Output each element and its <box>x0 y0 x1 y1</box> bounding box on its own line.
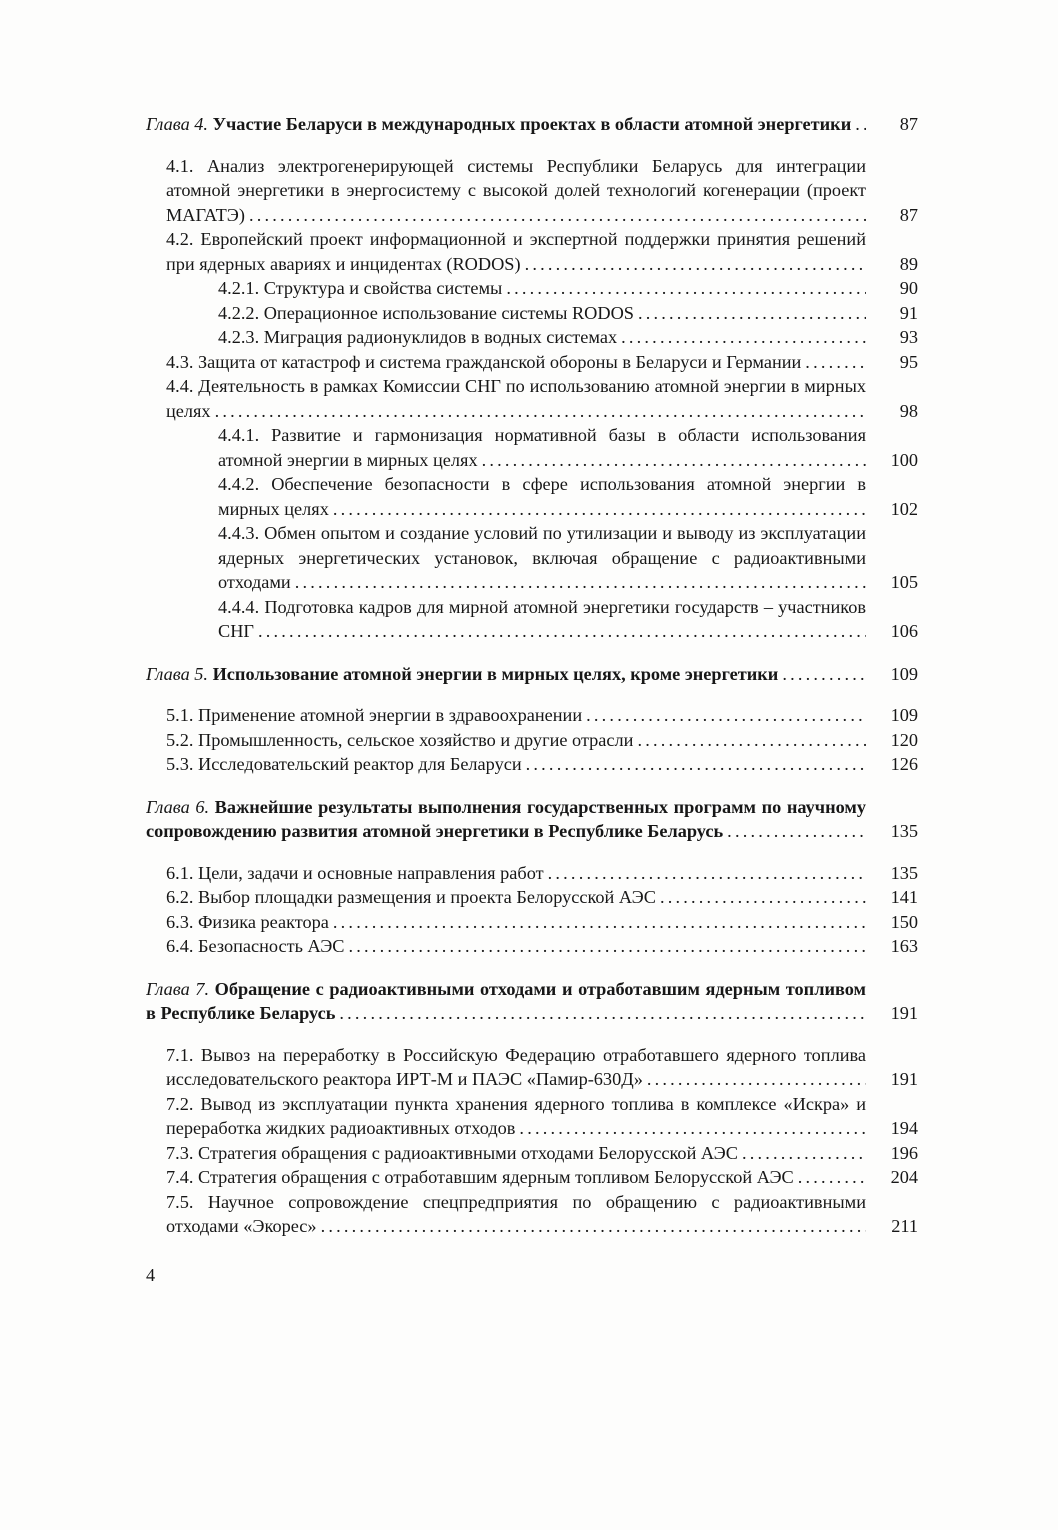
chapter-section <box>146 112 918 644</box>
toc-entry <box>146 595 918 644</box>
chapter-section <box>146 795 918 959</box>
toc-entry-page-number: 87 <box>899 204 918 225</box>
toc-entry <box>146 374 918 423</box>
toc-entry-text: 7.4. Стратегия обращения с отработавшим ядерным топливом Белорусской АЭС ..... <box>166 1165 866 1190</box>
toc-entry-text: 4.4. Деятельность в рамках Комиссии СНГ по использованию атомной энергии в мирных целях ..... <box>166 374 866 423</box>
toc-entry-text: 4.1. Анализ электрогенерирующей системы Республики Беларусь для интеграции атомной энергетики в энергосистему с высокой долей технологий когенерации (проект МАГАТЭ) ..... <box>166 154 866 228</box>
toc-entry-text: 7.3. Стратегия обращения с радиоактивными отходами Белорусской АЭС ..... <box>166 1141 866 1166</box>
chapter-page-number: 191 <box>890 1003 918 1023</box>
toc-entry <box>146 910 918 935</box>
toc-entry-text: 7.5. Научное сопровождение спецпредприятия по обращению с радиоактивными отходами «Экорес» ..... <box>166 1190 866 1239</box>
toc-entry <box>146 885 918 910</box>
chapter-label: Глава 6. <box>146 796 210 817</box>
chapter-label: Глава 4. <box>146 114 208 134</box>
toc-entry-page-number: 191 <box>890 1069 918 1089</box>
chapter-heading <box>146 795 918 844</box>
toc-entry-text: 4.2.2. Операционное использование системы RODOS ..... <box>218 301 866 326</box>
toc-entry <box>146 1141 918 1166</box>
chapter-heading-text <box>146 977 866 1026</box>
toc-entry-text: 4.4.4. Подготовка кадров для мирной атомной энергетики государств – участников СНГ ..... <box>218 595 866 644</box>
toc-entry-page-number: 141 <box>890 887 918 907</box>
chapter-heading-text <box>146 112 866 137</box>
toc-entry <box>146 350 918 375</box>
toc-entry <box>146 521 918 595</box>
chapter-title: Обращение с радиоактивными отходами и отработавшим ядерным топливом в Республике Беларусь <box>146 978 866 1023</box>
toc-entry <box>146 472 918 521</box>
chapter-page-number: 135 <box>890 821 918 841</box>
chapter-page-number: 87 <box>899 114 918 134</box>
chapter-title: Использование атомной энергии в мирных целях, кроме энергетики <box>212 663 779 684</box>
toc-entry-text: 4.2. Европейский проект информационной и экспертной поддержки принятия решений при ядерных авариях и инцидентах (RODOS) ..... <box>166 227 866 276</box>
chapter-heading-text <box>146 795 866 844</box>
toc-entry-text: 5.2. Промышленность, сельское хозяйство и другие отрасли ..... <box>166 728 866 753</box>
toc-entry-page-number: 95 <box>899 351 918 372</box>
toc-entry-text: 6.4. Безопасность АЭС ..... <box>166 934 866 959</box>
toc-entry <box>146 1190 918 1239</box>
toc-entry-text: 7.1. Вывоз на переработку в Российскую Федерацию отработавшего ядерного топлива исследовательского реактора ИРТ-М и ПАЭС «Памир-630Д» ..... <box>166 1043 866 1092</box>
toc-entry <box>146 1043 918 1092</box>
toc-entry-text: 4.4.1. Развитие и гармонизация нормативной базы в области использования атомной энергии в мирных целях ..... <box>218 423 866 472</box>
toc-entry-page-number: 126 <box>890 754 918 774</box>
toc-entry-page-number: 102 <box>890 498 918 519</box>
toc-entry <box>146 301 918 326</box>
toc-entry-page-number: 98 <box>899 400 918 421</box>
toc-entry <box>146 423 918 472</box>
toc-entry <box>146 227 918 276</box>
toc-entry-page-number: 109 <box>890 705 918 725</box>
toc-entry-page-number: 204 <box>890 1167 918 1187</box>
toc-entry-text: 4.2.1. Структура и свойства системы ..... <box>218 276 866 301</box>
toc-entry-page-number: 90 <box>899 278 918 298</box>
chapter-heading <box>146 977 918 1026</box>
toc-entry-text: 5.3. Исследовательский реактор для Беларуси ..... <box>166 752 866 777</box>
chapter-section <box>146 977 918 1239</box>
toc-entry-text: 4.3. Защита от катастроф и система гражданской обороны в Беларуси и Германии ..... <box>166 350 866 375</box>
toc-entry-page-number: 105 <box>890 572 918 592</box>
toc-entry-page-number: 120 <box>890 729 918 750</box>
chapter-entries <box>146 1043 918 1239</box>
toc-entry <box>146 861 918 886</box>
chapter-entries <box>146 703 918 777</box>
toc-entry <box>146 934 918 959</box>
chapter-page-number: 109 <box>890 663 918 684</box>
chapter-title: Участие Беларуси в международных проектах в области атомной энергетики <box>212 114 852 134</box>
toc-entry-page-number: 194 <box>890 1118 918 1138</box>
toc-entry-page-number: 106 <box>890 621 918 641</box>
toc-entry-page-number: 100 <box>890 449 918 470</box>
toc-entry <box>146 276 918 301</box>
chapter-heading <box>146 662 918 687</box>
toc-entry-text: 4.4.2. Обеспечение безопасности в сфере использования атомной энергии в мирных целях ..... <box>218 472 866 521</box>
chapter-label: Глава 5. <box>146 663 208 684</box>
chapter-section <box>146 662 918 777</box>
page-number: 4 <box>146 1264 156 1285</box>
toc-entry-text: 4.4.3. Обмен опытом и создание условий по утилизации и выводу из эксплуатации ядерных энергетических установок, включая обращение с радиоактивными отходами ..... <box>218 521 866 595</box>
toc-entry-text: 6.1. Цели, задачи и основные направления работ ..... <box>166 861 866 886</box>
toc-entry-text: 6.2. Выбор площадки размещения и проекта Белорусской АЭС ..... <box>166 885 866 910</box>
toc-entry <box>146 1165 918 1190</box>
toc-entry <box>146 325 918 350</box>
toc-entry-page-number: 150 <box>890 911 918 932</box>
toc-entry <box>146 728 918 753</box>
toc-entry-text: 4.2.3. Миграция радионуклидов в водных системах ..... <box>218 325 866 350</box>
toc-entry-text: 7.2. Вывод из эксплуатации пункта хранения ядерного топлива в комплексе «Искра» и переработка жидких радиоактивных отходов ..... <box>166 1092 866 1141</box>
chapter-label: Глава 7. <box>146 978 210 999</box>
toc-entry-page-number: 91 <box>899 302 918 323</box>
toc-entry-page-number: 163 <box>890 936 918 956</box>
chapter-heading-text <box>146 662 866 687</box>
toc-entry <box>146 752 918 777</box>
chapter-entries <box>146 154 918 644</box>
toc-entry-page-number: 211 <box>891 1216 918 1236</box>
chapter-heading <box>146 112 918 137</box>
toc-entry <box>146 1092 918 1141</box>
table-of-contents <box>146 112 918 1239</box>
toc-entry <box>146 703 918 728</box>
toc-entry-page-number: 196 <box>890 1142 918 1163</box>
chapter-entries <box>146 861 918 959</box>
toc-entry-text: 6.3. Физика реактора ..... <box>166 910 866 935</box>
toc-entry <box>146 154 918 228</box>
toc-entry-text: 5.1. Применение атомной энергии в здравоохранении ..... <box>166 703 866 728</box>
toc-entry-page-number: 89 <box>899 253 918 274</box>
chapter-title: Важнейшие результаты выполнения государственных программ по научному сопровождению развития атомной энергетики в Республике Беларусь <box>146 796 866 841</box>
toc-entry-page-number: 93 <box>899 327 918 347</box>
toc-entry-page-number: 135 <box>890 862 918 883</box>
